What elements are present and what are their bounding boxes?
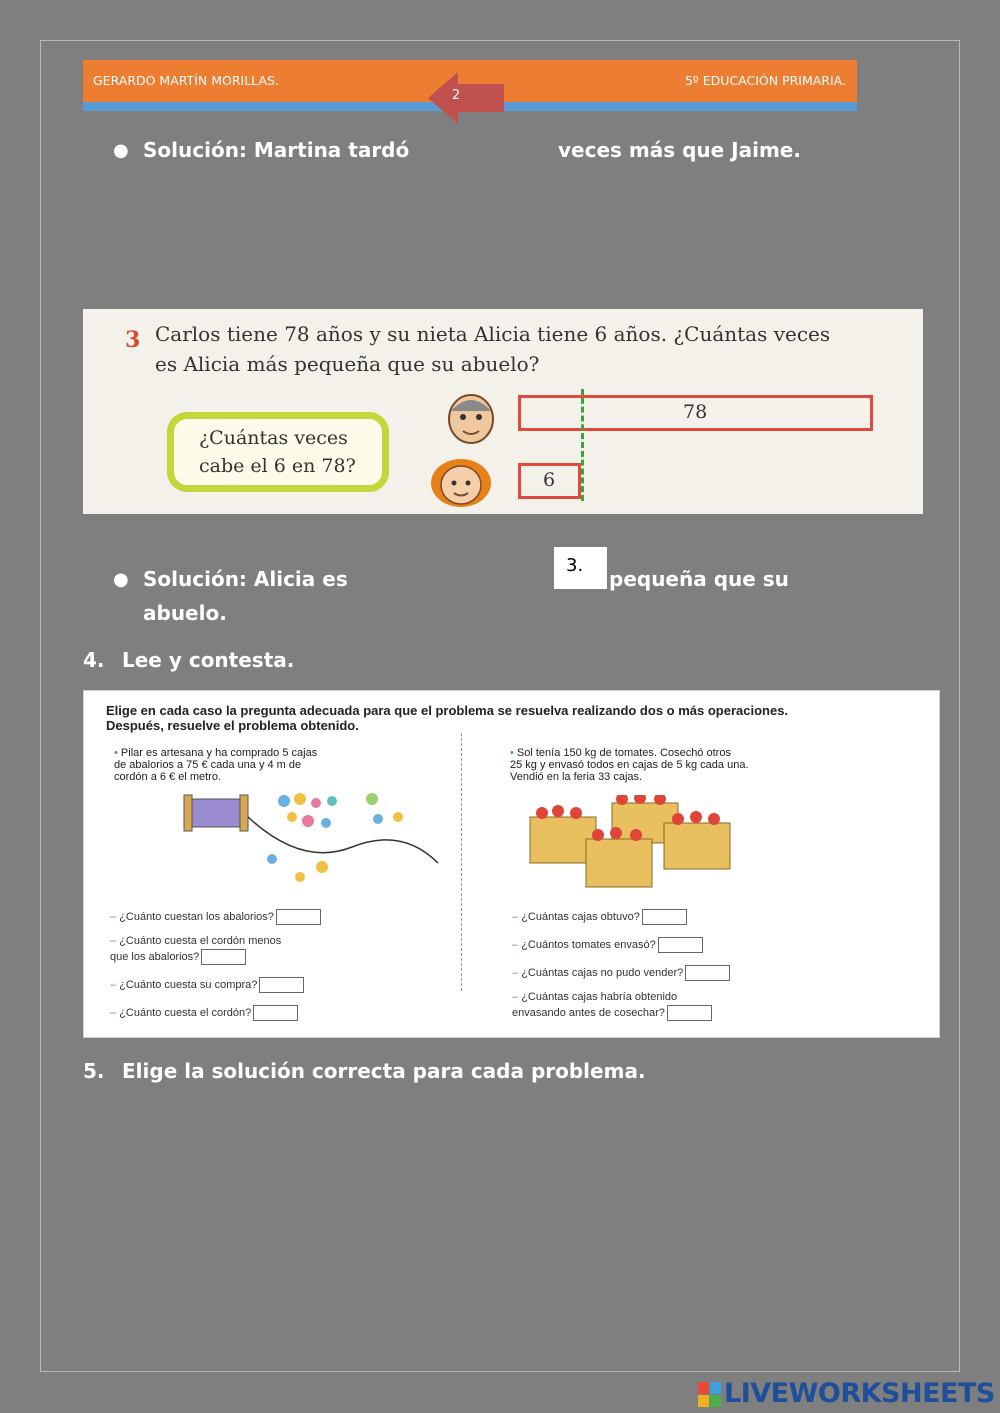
solution2-right: pequeña que su — [609, 567, 789, 591]
left-problem: • Pilar es artesana y ha comprado 5 cajas de abalorios a 75 € cada una y 4 m de cordón a 6 € el metro. — [114, 747, 318, 783]
grandfather-icon — [441, 389, 501, 447]
beads-spool-icon — [182, 787, 442, 887]
hint-bubble — [167, 412, 389, 492]
hint-line1: ¿Cuántas veces — [199, 427, 348, 449]
answer-input[interactable] — [642, 909, 687, 925]
granddaughter-icon — [426, 453, 496, 509]
bar-6-label: 6 — [543, 469, 556, 491]
page-number: 2 — [452, 88, 461, 103]
answer-input[interactable] — [276, 909, 321, 925]
exercise4-instruction1: Elige en cada caso la pregunta adecuada para que el problema se resuelva realizando dos o más operaciones. — [106, 703, 789, 718]
author-name: GERARDO MARTÍN MORILLAS. — [93, 73, 279, 88]
exercise4-instruction2: Después, resuelve el problema obtenido. — [106, 718, 359, 733]
exercise3-number: 3 — [125, 327, 141, 353]
hint-line2: cabe el 6 en 78? — [199, 455, 356, 477]
left-question-3: – ¿Cuánto cuesta su compra? — [110, 977, 304, 993]
solution2-line2: abuelo. — [143, 601, 227, 625]
liveworksheets-logo-icon — [698, 1382, 722, 1408]
answer-input[interactable] — [201, 949, 246, 965]
solution1-left: Solución: Martina tardó — [143, 138, 410, 162]
liveworksheets-brand: LIVEWORKSHEETS — [724, 1378, 995, 1409]
left-question-2: – ¿Cuánto cuesta el cordón menos — [110, 935, 282, 947]
tomato-boxes-icon — [524, 795, 744, 891]
exercise4-image — [83, 690, 940, 1038]
answer-input[interactable] — [253, 1005, 298, 1021]
section4-number: 4. — [83, 648, 105, 672]
left-question-2b: que los abalorios? — [110, 949, 246, 965]
answer-input[interactable] — [658, 937, 703, 953]
section5-number: 5. — [83, 1059, 105, 1083]
exercise3-line2: es Alicia más pequeña que su abuelo? — [155, 352, 540, 376]
answer-field[interactable]: 3. — [554, 547, 607, 589]
bullet-icon: ● — [113, 140, 129, 161]
section4-title: Lee y contesta. — [122, 648, 295, 672]
exercise3-image — [83, 309, 923, 514]
exercise3-line1: Carlos tiene 78 años y su nieta Alicia tiene 6 años. ¿Cuántas veces — [155, 322, 831, 346]
left-question-4: – ¿Cuánto cuesta el cordón? — [110, 1005, 298, 1021]
section5-title: Elige la solución correcta para cada problema. — [122, 1059, 646, 1083]
grade-label: 5º EDUCACIÓN PRIMARIA. — [684, 73, 846, 88]
answer-input[interactable] — [259, 977, 304, 993]
right-question-4: – ¿Cuántas cajas habría obtenido — [512, 991, 678, 1003]
column-divider — [461, 733, 462, 991]
back-arrow-icon[interactable] — [428, 72, 504, 124]
answer-input[interactable] — [685, 965, 730, 981]
solution2-left: Solución: Alicia es — [143, 567, 348, 591]
right-question-4b: envasando antes de cosechar? — [512, 1005, 712, 1021]
bar-78-label: 78 — [683, 401, 708, 423]
bullet-icon: ● — [113, 569, 129, 590]
left-question-1: – ¿Cuánto cuestan los abalorios? — [110, 909, 321, 925]
solution1-right: veces más que Jaime. — [558, 138, 801, 162]
right-question-3: – ¿Cuántas cajas no pudo vender? — [512, 965, 730, 981]
divider-line — [581, 389, 584, 501]
right-problem: • Sol tenía 150 kg de tomates. Cosechó otros 25 kg y envasó todos en cajas de 5 kg cada una. Vendió en la feria 33 cajas. — [510, 747, 749, 783]
right-question-1: – ¿Cuántas cajas obtuvo? — [512, 909, 687, 925]
right-question-2: – ¿Cuántos tomates envasó? — [512, 937, 703, 953]
answer-input[interactable] — [667, 1005, 712, 1021]
